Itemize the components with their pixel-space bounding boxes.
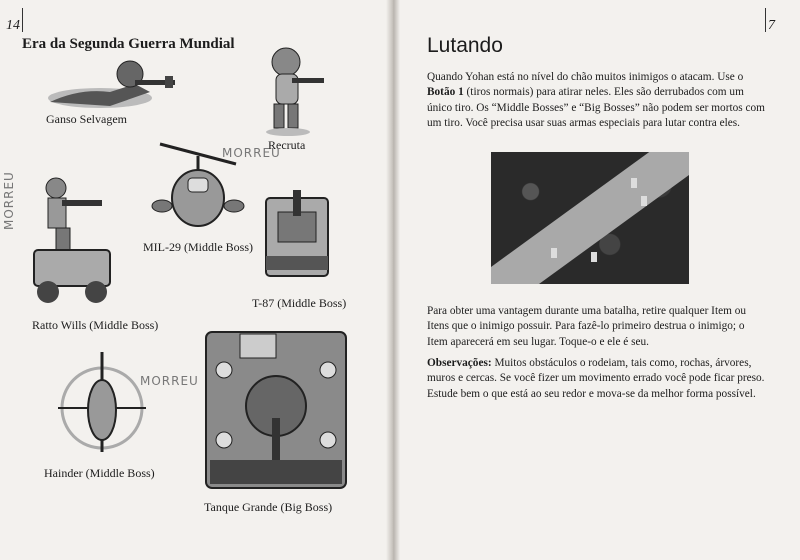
items-paragraph: Para obter uma vantagem durante uma batalha, retire qualquer Item ou Itens que o inimigo possuir. Para fazê-lo primeiro destrua o inimigo; o Item aparecerá em seu lugar. Toque-o e ele é seu. — [427, 305, 747, 348]
hainder-caption: Hainder (Middle Boss) — [44, 466, 155, 480]
ratto-wills-caption: Ratto Wills (Middle Boss) — [32, 318, 159, 332]
page-tick — [22, 8, 23, 32]
notes-paragraph — [427, 356, 767, 402]
right-page-number: 7 — [768, 18, 775, 33]
intro-paragraph — [427, 70, 767, 132]
handwritten-note-ratto: MORREU — [2, 171, 16, 230]
tanque-grande-illustration — [204, 320, 348, 492]
ganso-selvagem-illustration — [40, 52, 190, 114]
ganso-selvagem-caption: Ganso Selvagem — [46, 112, 127, 126]
notes-label: Observações: — [427, 357, 492, 369]
handwritten-note-hainder: MORREU — [140, 374, 199, 388]
book-gutter — [386, 0, 400, 560]
t87-illustration — [262, 190, 332, 282]
tanque-grande-caption: Tanque Grande (Big Boss) — [204, 500, 333, 514]
notes-text: Muitos obstáculos o rodeiam, tais como, rochas, árvores, muros e cercas. Se você fizer um movimento errado você pode ficar preso. Estude bem o que está ao seu redor e mova-se da melhor forma possível. — [427, 357, 765, 400]
hainder-illustration — [52, 348, 152, 458]
intro-button-label: Botão 1 — [427, 86, 464, 99]
intro-text-prefix: Quando Yohan está no nível do chão muitos inimigos o atacam. Use o — [427, 71, 744, 83]
gameplay-screenshot — [491, 152, 689, 284]
t87-caption: T-87 (Middle Boss) — [252, 296, 347, 310]
page-tick — [765, 8, 766, 32]
ratto-wills-illustration — [22, 170, 122, 310]
left-page-number: 14 — [6, 18, 20, 33]
left-page-title: Era da Segunda Guerra Mundial — [22, 36, 235, 52]
right-page — [393, 0, 800, 560]
recruta-illustration — [258, 44, 328, 136]
recruta-caption: Recruta — [268, 138, 306, 152]
handwritten-note-mil29: MORREU — [222, 146, 281, 160]
intro-text-suffix: (tiros normais) para atirar neles. Eles são derrubados com um único tiro. Os “Middle Bosses” e “Big Bosses” não podem ser mortos com um tiro. Você precisa usar suas armas especiais para lutar contra eles. — [427, 86, 765, 130]
mil29-caption: MIL-29 (Middle Boss) — [143, 240, 253, 254]
left-page — [0, 0, 393, 560]
right-page-title: Lutando — [427, 34, 503, 57]
